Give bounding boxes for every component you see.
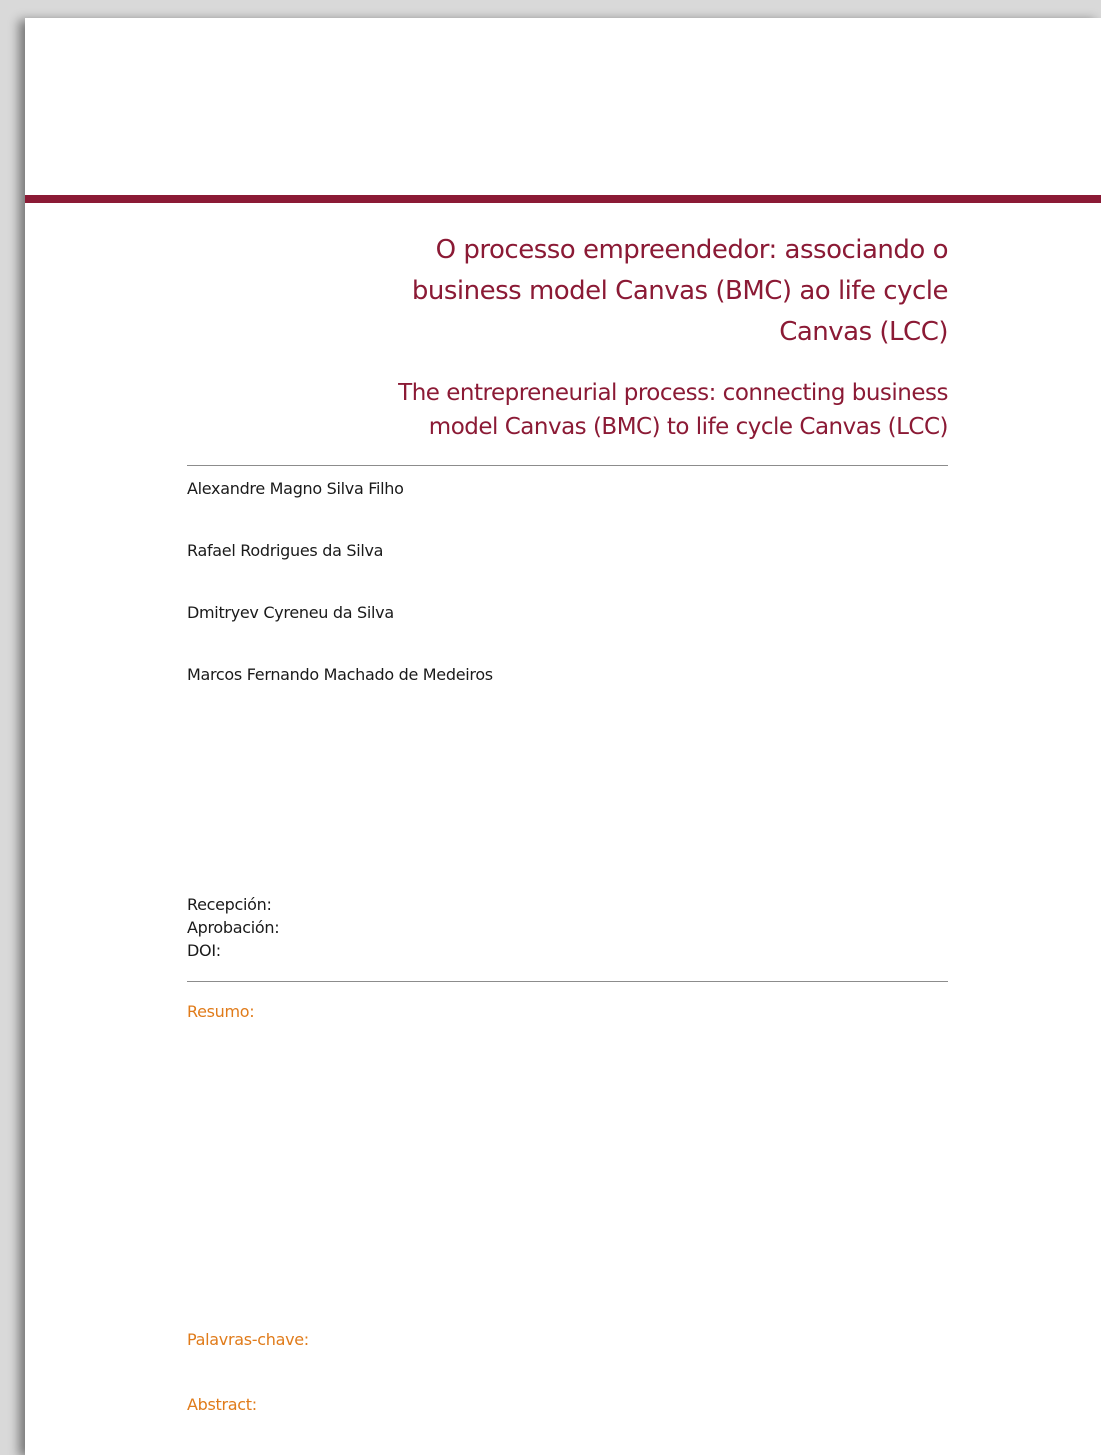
author-name: Dmitryev Cyreneu da Silva <box>187 603 394 622</box>
author-name: Alexandre Magno Silva Filho <box>187 479 404 498</box>
divider-top <box>187 465 948 466</box>
abstract-heading: Abstract: <box>187 1395 257 1414</box>
header-accent-bar <box>25 195 1101 203</box>
author-name: Rafael Rodrigues da Silva <box>187 541 384 560</box>
divider-bottom <box>187 981 948 982</box>
article-metadata <box>187 893 279 962</box>
title-english: The entrepreneurial process: connecting business model Canvas (BMC) to life cycle Canvas (LCC) <box>398 380 948 440</box>
reception-label: Recepción: <box>187 895 272 914</box>
author-name: Marcos Fernando Machado de Medeiros <box>187 665 493 684</box>
keywords-heading: Palavras-chave: <box>187 1330 309 1349</box>
resumo-heading: Resumo: <box>187 1002 255 1021</box>
approval-label: Aprobación: <box>187 918 280 937</box>
doi-label: DOI: <box>187 941 221 960</box>
title-portuguese: O processo empreendedor: associando o business model Canvas (BMC) ao life cycle Canvas (LCC) <box>411 235 948 347</box>
document-page <box>25 18 1101 1455</box>
